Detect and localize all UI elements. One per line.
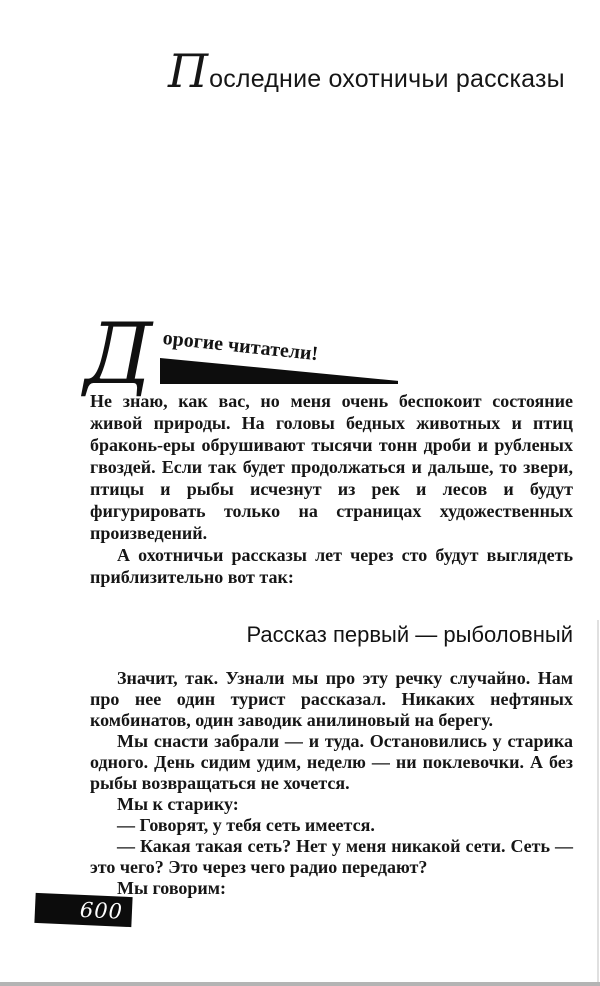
chapter-title-text: оследние охотничьи рассказы bbox=[209, 65, 565, 93]
chapter-title bbox=[168, 44, 565, 98]
scan-right-edge bbox=[597, 620, 599, 986]
story-paragraph-dialogue: — Говорят, у тебя сеть имеется. bbox=[117, 815, 375, 835]
page-number: 600 bbox=[79, 897, 124, 924]
story-paragraph: Значит, так. Узнали мы про эту речку случайно. Нам про нее один турист рассказал. Никаких нефтяных комбинатов, один заводик анилиновый на берегу. bbox=[90, 668, 573, 730]
story-paragraph: Мы снасти забрали — и туда. Остановились у старика одного. День сидим удим, неделю — ни поклевочки. А без рыбы возвращаться не хочется. bbox=[90, 731, 573, 793]
intro-paragraph: А охотничьи рассказы лет через сто будут выглядеть приблизительно вот так: bbox=[90, 545, 573, 587]
page-number-plate bbox=[34, 893, 132, 927]
story-paragraph: Мы к старику: bbox=[117, 794, 239, 814]
story-paragraph: Мы говорим: bbox=[117, 878, 227, 898]
dedication-drop-cap: Д bbox=[84, 305, 153, 403]
intro-paragraph: Не знаю, как вас, но меня очень беспокоит состояние живой природы. На головы бедных животных и птиц браконь-еры обрушивают тысячи тонн дроби и рубленых гвоздей. Если так будет продолжаться и дальше, то звери, птицы и рыбы исчезнут из рек и лесов и будут фигурировать только на страницах художественных произведений. bbox=[90, 391, 573, 543]
story-paragraphs bbox=[90, 668, 573, 899]
intro-paragraphs bbox=[90, 390, 573, 588]
scan-bottom-edge bbox=[0, 982, 600, 986]
section-heading: Рассказ первый — рыболовный bbox=[246, 622, 573, 647]
story-paragraph-dialogue: — Какая такая сеть? Нет у меня никакой сети. Сеть — это чего? Это через чего радио передают? bbox=[90, 836, 573, 877]
dedication-label: орогие читатели! bbox=[161, 327, 320, 366]
chapter-title-initial: П bbox=[168, 44, 209, 98]
